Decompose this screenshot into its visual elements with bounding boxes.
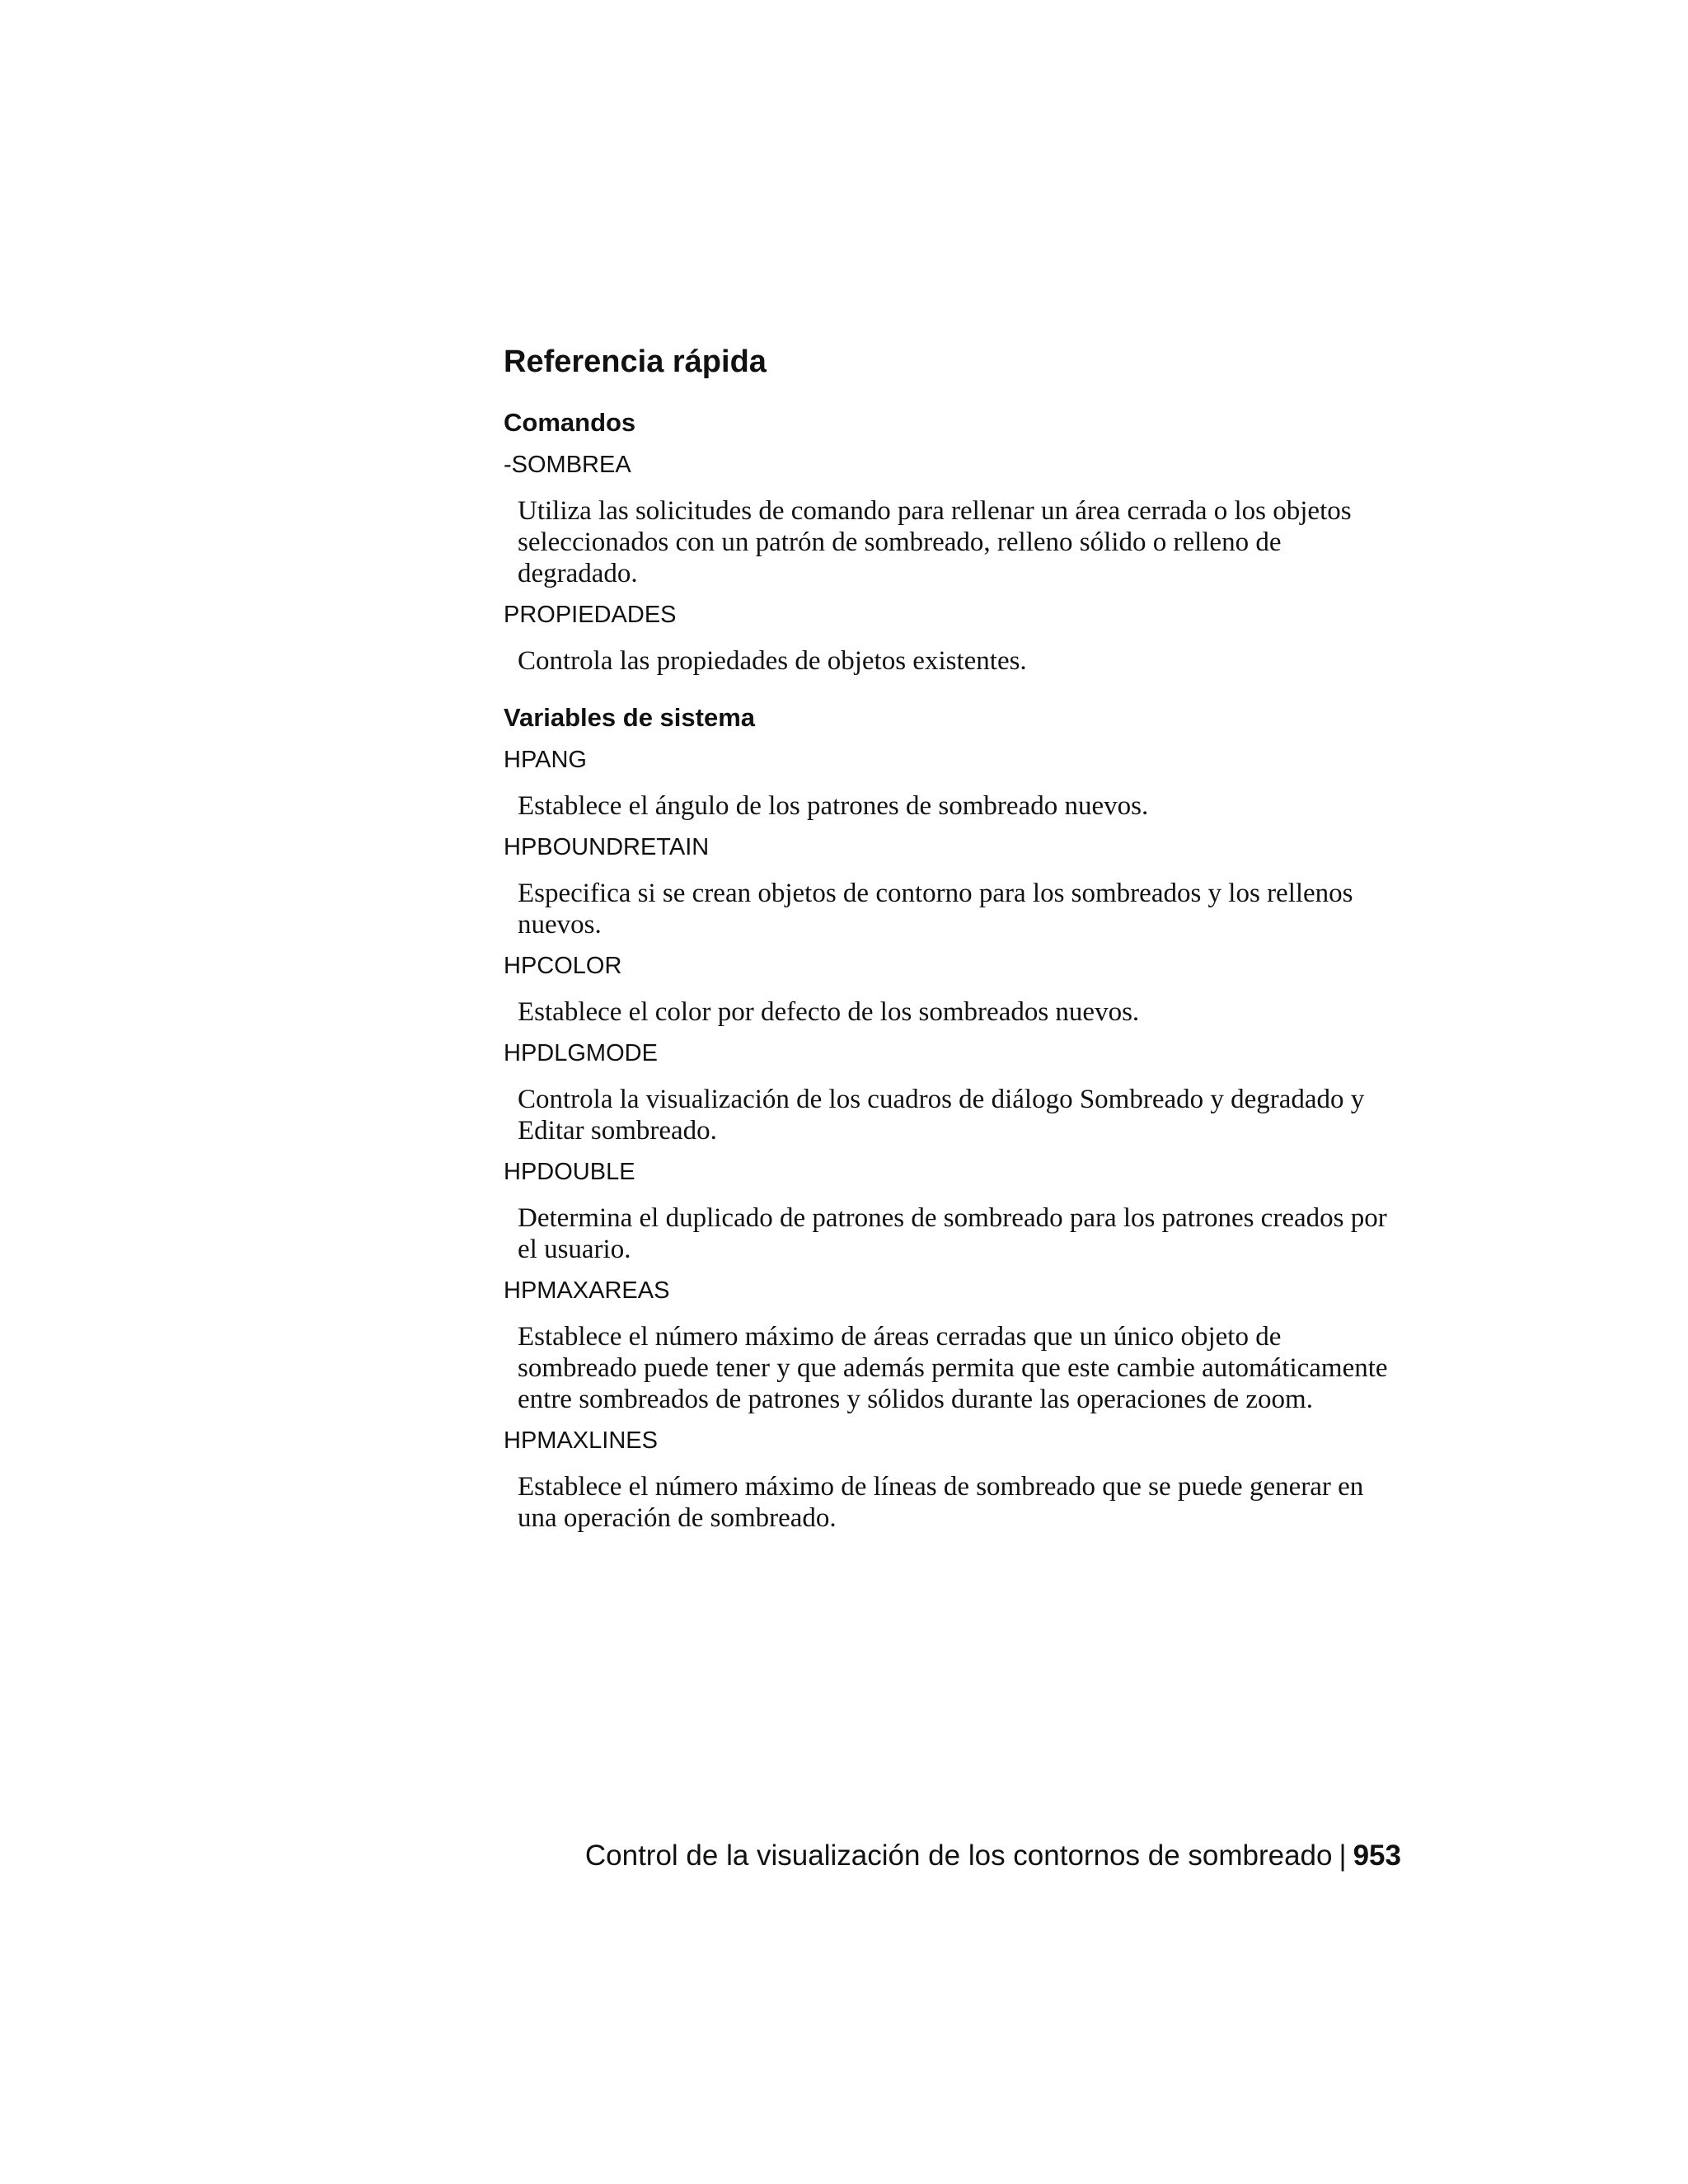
variable-description-hpang: Establece el ángulo de los patrones de sombreado nuevos.: [518, 791, 1149, 821]
variable-term-hpdlgmode: HPDLGMODE: [504, 1040, 658, 1066]
variable-description-hpcolor: Establece el color por defecto de los sombreados nuevos.: [518, 997, 1140, 1027]
command-term-sombrea: -SOMBREA: [504, 452, 631, 478]
variable-term-hpmaxareas: HPMAXAREAS: [504, 1277, 670, 1304]
footer-section-title: Control de la visualización de los contornos de sombreado: [584, 1840, 1333, 1872]
variable-description-hpdlgmode: Controla la visualización de los cuadros de diálogo Sombreado y degradado y Editar sombreado.: [518, 1085, 1365, 1146]
page-content: [504, 342, 1402, 1544]
variable-description-hpmaxlines: Establece el número máximo de líneas de sombreado que se puede generar en una operación de sombreado.: [518, 1472, 1364, 1533]
page-number: 953: [1353, 1840, 1401, 1872]
variable-description-hpmaxareas: Establece el número máximo de áreas cerradas que un único objeto de sombreado puede tener y que además permita que este cambie automáticamente entre sombreados de patrones y sólidos durante las operaciones de zoom.: [518, 1322, 1388, 1414]
variable-term-hpmaxlines: HPMAXLINES: [504, 1427, 658, 1454]
commands-heading: Comandos: [504, 408, 636, 437]
variable-term-hpboundretain: HPBOUNDRETAIN: [504, 834, 710, 860]
page-heading: Referencia rápida: [504, 344, 767, 379]
commands-section: [504, 406, 1402, 677]
footer-separator: |: [1339, 1840, 1347, 1872]
system-variables-heading: Variables de sistema: [504, 703, 756, 732]
variable-term-hpang: HPANG: [504, 747, 587, 773]
variable-term-hpcolor: HPCOLOR: [504, 953, 622, 979]
variable-term-hpdouble: HPDOUBLE: [504, 1159, 635, 1185]
variable-description-hpdouble: Determina el duplicado de patrones de sombreado para los patrones creados por el usuario.: [518, 1203, 1387, 1264]
command-description-propiedades: Controla las propiedades de objetos existentes.: [518, 646, 1027, 676]
command-term-propiedades: PROPIEDADES: [504, 602, 677, 628]
variable-description-hpboundretain: Especifica si se crean objetos de contorno para los sombreados y los rellenos nuevos.: [518, 879, 1353, 940]
page-footer: [585, 1838, 1401, 1874]
command-description-sombrea: Utiliza las solicitudes de comando para rellenar un área cerrada o los objetos seleccionados con un patrón de sombreado, relleno sólido o relleno de degradado.: [518, 496, 1352, 588]
system-variables-section: [504, 701, 1402, 1534]
